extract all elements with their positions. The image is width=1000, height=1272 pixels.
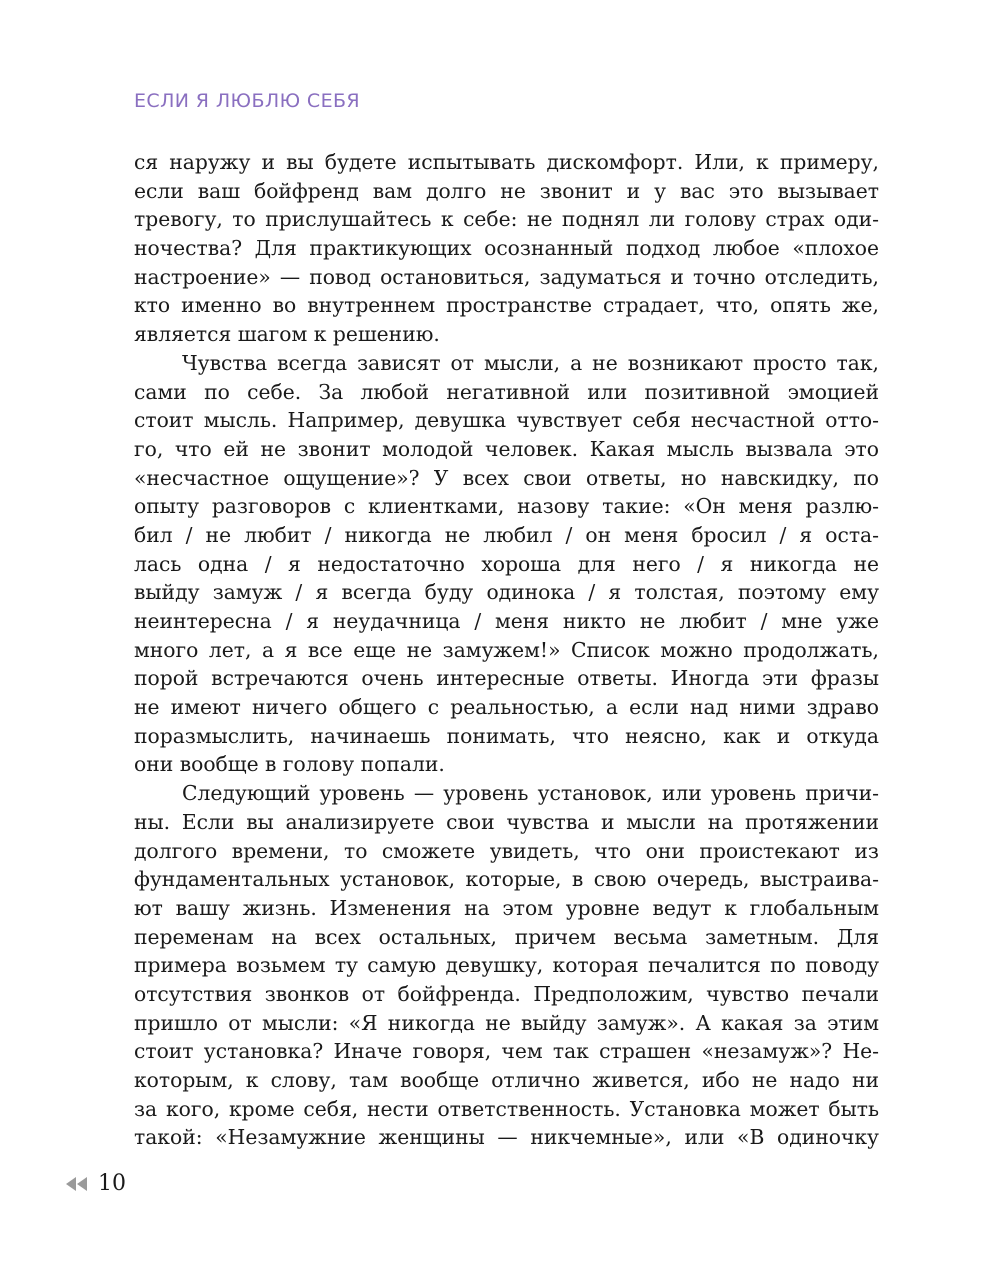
text-line: пришло от мысли: «Я никогда не выйду замуж». А какая за этим <box>134 1010 879 1035</box>
text-line: стоит мысль. Например, девушка чувствует себя несчастной отто- <box>134 408 879 433</box>
text-line: сами по себе. За любой негативной или позитивной эмоцией <box>134 379 879 404</box>
text-line: кто именно во внутреннем пространстве страдает, что, опять же, <box>134 293 879 318</box>
text-line: фундаментальных установок, которые, в свою очередь, выстраива- <box>134 867 879 892</box>
text-line: если ваш бойфренд вам долго не звонит и у вас это вызывает <box>134 178 879 203</box>
text-line: примера возьмем ту самую девушку, которая печалится по поводу <box>134 953 879 978</box>
text-line: переменам на всех остальных, причем весьма заметным. Для <box>134 924 879 949</box>
text-line: Следующий уровень — уровень установок, или уровень причи- <box>182 781 879 806</box>
text-line: много лет, а я все еще не замужем!» Список можно продолжать, <box>134 637 879 662</box>
text-line: за кого, кроме себя, нести ответственность. Установка может быть <box>134 1096 879 1121</box>
text-line: го, что ей не звонит молодой человек. Какая мысль вызвала это <box>134 436 879 461</box>
page-number: 10 <box>98 1171 126 1196</box>
text-line: порой встречаются очень интересные ответы. Иногда эти фразы <box>134 666 879 691</box>
text-line: которым, к слову, там вообще отлично живется, ибо не надо ни <box>134 1068 879 1092</box>
text-line: не имеют ничего общего с реальностью, а если над ними здраво <box>134 695 879 720</box>
text-line: ся наружу и вы будете испытывать дискомфорт. Или, к примеру, <box>134 150 879 174</box>
text-line: выйду замуж / я всегда буду одинока / я толстая, поэтому ему <box>134 580 879 605</box>
text-line: настроение» — повод остановиться, задуматься и точно отследить, <box>134 264 879 289</box>
text-line: долгого времени, то сможете увидеть, что они проистекают из <box>134 838 879 863</box>
text-line: ют вашу жизнь. Изменения на этом уровне ведут к глобальным <box>134 895 879 920</box>
paragraph-2 <box>134 349 879 779</box>
text-line: ночества? Для практикующих осознанный подход любое «плохое <box>134 236 879 261</box>
body-text <box>134 148 879 1152</box>
text-line: неинтересна / я неудачница / меня никто не любит / мне уже <box>134 609 879 633</box>
text-line: является шагом к решению. <box>134 322 440 347</box>
text-line: поразмыслить, начинаешь понимать, что неясно, как и откуда <box>134 723 879 748</box>
running-head: ЕСЛИ Я ЛЮБЛЮ СЕБЯ <box>134 90 361 112</box>
text-line: такой: «Незамужние женщины — никчемные», или «В одиночку <box>134 1125 879 1150</box>
text-line: опыту разговоров с клиентками, назову такие: «Он меня разлю- <box>134 494 879 519</box>
text-line: Чувства всегда зависят от мысли, а не возникают просто так, <box>182 350 879 375</box>
text-line: стоит установка? Иначе говоря, чем так страшен «незамуж»? Не- <box>134 1039 879 1064</box>
text-line: они вообще в голову попали. <box>134 752 445 777</box>
page-footer <box>66 1171 126 1196</box>
text-line: тревогу, то прислушайтесь к себе: не поднял ли голову страх оди- <box>134 207 879 232</box>
text-line: «несчастное ощущение»? У всех свои ответы, но навскидку, по <box>134 465 879 490</box>
paragraph-1 <box>134 148 879 349</box>
paragraph-3 <box>134 779 879 1152</box>
text-line: бил / не любит / никогда не любил / он меня бросил / я оста- <box>134 522 879 547</box>
text-line: ны. Если вы анализируете свои чувства и мысли на протяжении <box>134 809 879 834</box>
double-chevron-left-icon <box>66 1177 88 1191</box>
text-line: лась одна / я недостаточно хороша для него / я никогда не <box>134 551 879 576</box>
text-line: отсутствия звонков от бойфренда. Предположим, чувство печали <box>134 981 879 1006</box>
